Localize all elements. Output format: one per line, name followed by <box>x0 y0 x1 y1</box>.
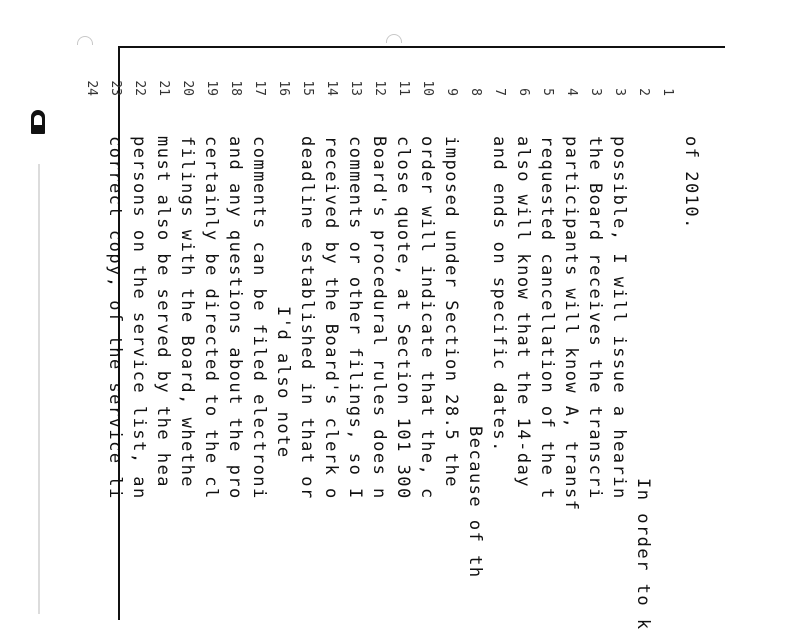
line-number: 4 <box>564 88 579 96</box>
line-text: must also be served by the hea <box>153 136 173 489</box>
line-text: received by the Board's clerk o <box>321 136 341 500</box>
line-number: 3 <box>612 88 627 96</box>
line-number: 3 <box>588 88 603 96</box>
line-number: 22 <box>132 80 147 96</box>
line-text: the Board receives the transcri <box>585 136 605 500</box>
line-text: close quote, at Section 101 300 <box>393 136 413 500</box>
line-number: 19 <box>204 80 219 96</box>
line-number: 6 <box>516 88 531 96</box>
line-number: 24 <box>84 80 99 96</box>
line-text: possible, I will issue a hearin <box>609 136 629 500</box>
line-text: and ends on specific dates. <box>489 136 509 453</box>
line-text: deadline established in that or <box>297 136 317 500</box>
line-number: 5 <box>540 88 555 96</box>
line-number: 16 <box>276 80 291 96</box>
line-text: persons on the service list, an <box>129 136 149 500</box>
line-text: imposed under Section 28.5 the <box>441 136 461 489</box>
line-text: participants will know A, transf <box>561 136 581 512</box>
line-number: 13 <box>348 80 363 96</box>
transcript-line <box>468 48 511 453</box>
line-number: 21 <box>156 80 171 96</box>
line-number: 10 <box>420 80 435 96</box>
binder-hole-icon <box>31 110 45 134</box>
line-number: 17 <box>252 80 267 96</box>
line-text: order will indicate that the, c <box>417 136 437 500</box>
line-text: Because of th <box>465 426 485 579</box>
line-text: filings with the Board, whethe <box>177 136 197 489</box>
line-text: In order to k <box>633 478 653 631</box>
scan-edge-line <box>38 164 40 614</box>
line-text: correct copy, of the service li <box>105 136 125 500</box>
line-number: 18 <box>228 80 243 96</box>
line-number: 12 <box>372 80 387 96</box>
line-text: and any questions about the pro <box>225 136 245 500</box>
line-number: 7 <box>492 88 507 96</box>
line-number: 1 <box>660 88 675 96</box>
rotated-transcript-body <box>84 48 725 631</box>
line-text: also will know that the 14-day <box>513 136 533 489</box>
transcript-page <box>84 46 725 631</box>
line-number: 9 <box>444 88 459 96</box>
line-number: 15 <box>300 80 315 96</box>
line-number: 20 <box>180 80 195 96</box>
scan-artifact-arc <box>77 36 93 45</box>
transcript-line <box>636 48 679 118</box>
line-number: 2 <box>636 88 651 96</box>
line-text: I'd also note <box>273 306 293 459</box>
line-text: comments can be filed electroni <box>249 136 269 500</box>
line-text: certainly be directed to the cl <box>201 136 221 500</box>
line-text: comments or other filings, so I <box>345 136 365 500</box>
line-text: of 2010. <box>681 136 701 230</box>
scan-artifact-arc <box>386 34 402 43</box>
line-number: 8 <box>468 88 483 96</box>
line-number: 14 <box>324 80 339 96</box>
line-number: 23 <box>108 80 123 96</box>
line-text: requested cancellation of the t <box>537 136 557 500</box>
line-number: 11 <box>396 80 411 96</box>
transcript-line <box>660 48 703 230</box>
line-text: Board's procedural rules does n <box>369 136 389 500</box>
transcript-line <box>84 48 127 500</box>
